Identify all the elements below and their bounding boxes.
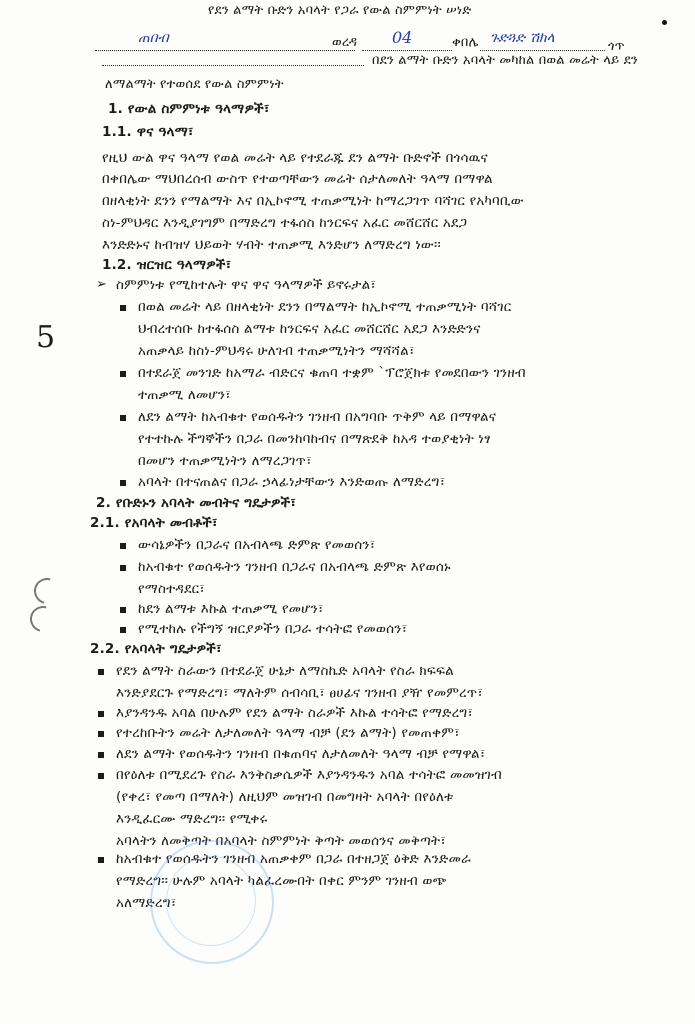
handwritten-name: ጠበብ [138,30,169,46]
list-item-line: አባላትን ለመቅጣት በአባላት ስምምነት ቅጣት መወሰንና መቅጣት፣ [116,833,447,849]
section-1-2-intro: ስምምነቱ የሚከተሉት ዋና ዋና ዓላማዎች ይኖሩታል፣ [116,277,377,293]
list-item-line: እያንዳንዱ አባል በሁሉም የደን ልማት ስራዎች እኩል ተሳትፎ የማድረግ፣ [116,705,474,721]
got-label: ጎጥ [608,39,625,54]
square-bullet-icon [98,669,104,675]
square-bullet-icon [120,480,126,486]
list-item-line: ለደን ልማት ከአብቁተ የወሰዱትን ገንዘብ በአግባቡ ጥቅም ላይ በማዋልና [138,409,497,425]
list-item-line: በተደራጀ መንገድ ከአማራ ብድርና ቁጠባ ተቋም `ፕሮጀክቱ የመደበውን ገንዘብ [138,365,526,381]
list-item-line: ለደን ልማት የወሰዱትን ገንዘብ በቁጠባና ለታለመለት ዓላማ ብቻ የማዋል፣ [116,746,486,762]
list-item-line: አለማድረግ፣ [116,895,177,911]
list-item-line: ከአብቁተ የወሰዱትን ገንዘብ በጋራና በአብላጫ ድምጽ እየወሰኑ [138,559,451,575]
kebele-label: ቀበሌ [452,35,479,50]
square-bullet-icon [98,711,104,717]
square-bullet-icon [120,415,126,421]
list-item-line: የተረከቡትን መሬት ለታለመለት ዓላማ ብቻ (ደን ልማት) የመጠቀም፣ [116,725,460,741]
list-item-line: እንድያደርጉ የማድረግ፣ ማለትም ሰብሳቢ፣ ፀሀፊና ገንዘብ ያዥ የመምረጥ፣ [116,685,484,701]
paragraph-line: በቀበሌው ማህበረሰብ ውስጥ የተወጣቸውን መሬት ሰታለመለት ዓላማ በማዋል [102,171,493,187]
faded-stamp [150,840,274,964]
fill-line-got [102,65,364,66]
list-item-line: የማድረግ፡፡ ሁሉም አባላት ካልፈረሙበት በቀር ምንም ገንዘብ ወጭ [116,873,447,889]
list-item-line: ተጠቃሚ ለመሆን፣ [138,387,231,403]
square-bullet-icon [98,752,104,758]
kebele-value: ጉድጓድ ሽክላ [490,30,555,46]
arrow-bullet-icon: ➢ [96,277,107,292]
square-bullet-icon [120,543,126,549]
square-bullet-icon [98,731,104,737]
list-item-line: ህብረተሰቡ ከተፋሰስ ልማቱ ከንርፍና አፈር መሸርሸር አደጋ እንድድንና [138,321,481,337]
square-bullet-icon [98,773,104,779]
list-item-line: አጠቃላይ ከስነ-ምህዳሩ ሁለገብ ተጠቃሚነትን ማሻሻል፣ [138,343,415,359]
margin-mark: 5 [36,320,56,355]
header-line4: ለማልማት የተወሰደ የውል ስምምነት [105,77,284,92]
paragraph-line: በዘላቂነት ደንን የማልማት እና በኢኮኖሚ ተጠቃሚነት ከማረጋገጥ ባሻገር የአካባቢው [102,193,524,209]
woreda-value: 04 [392,28,413,47]
section-1-2-heading: 1.2. ዝርዝር ዓላማዎች፣ [102,257,232,273]
woreda-label: ወረዳ [332,35,358,50]
list-item-line: የደን ልማት ስራውን በተደራጀ ሁኔታ ለማስኬድ አባላት የስራ ክፍፍል [116,663,454,679]
list-item-line: ከደን ልማቱ እኩል ተጠቃሚ የመሆን፣ [138,601,324,617]
list-item-line: የሚተከሉ የችግኝ ዝርያዎችን በጋራ ተሳትፎ የመወሰን፣ [138,621,408,637]
section-1-1-heading: 1.1. ዋና ዓላማ፣ [102,124,194,140]
paragraph-line: እንድድኑና ከብዝሃ ህይወት ሃብት ተጠቃሚ እንድሆን ለማድረግ ነው፡፡ [102,237,441,253]
section-1-heading: 1. የውል ስምምነቱ ዓላማዎች፣ [108,101,270,117]
header-line3: በደን ልማት ቡድን አባላት መካከል በወል መሬት ላይ ደን [372,53,638,68]
square-bullet-icon [120,607,126,613]
section-2-2-heading: 2.2. የአባላት ግዴታዎች፣ [90,641,222,657]
square-bullet-icon [120,627,126,633]
section-2-heading: 2. የቡድኑን አባላት መብትና ግዴታዎች፣ [96,495,297,511]
list-item-line: የማስተዳደር፣ [138,581,206,597]
punch-hole-mark [29,573,65,609]
list-item-line: እንዲፈርሙ ማድረግ፡፡ የሚቀሩ [116,811,268,827]
list-item-line: አባላት በተናጠልና በጋራ ኃላፊነታቸውን እንድወጡ ለማድረግ፣ [138,474,446,490]
square-bullet-icon [120,371,126,377]
section-2-1-heading: 2.1. የአባላት መብቶች፣ [90,515,218,531]
list-item-line: የተተኩሉ ችግኞችን በጋራ በመንከባከብና በማጽደቅ ከአዳ ተወያቂነት ነፃ [138,431,491,447]
paragraph-line: ስነ-ምህዳር እንዲያገግም በማድረግ ተፋሰስ ከንርፍና አፈር መሸርሸር አደጋ [102,215,468,231]
list-item-line: በመሆን ተጠቃሚነትን ለማረጋገጥ፣ [138,453,312,469]
punch-hole-mark [25,601,61,637]
list-item-line: በየዕለቱ በሚደረጉ የስራ እንቅስቃሴዎች እያንዳንዱን አባል ተሳትፎ መመዝገብ [116,767,502,783]
fill-line-name [95,50,355,51]
square-bullet-icon [98,857,104,863]
ink-dot [662,20,667,25]
list-item-line: (የቀረ፣ የመጣ በማለት) ለዚህም መዝገብ በመግዛት አባላት በየዕለቱ [116,789,454,805]
fill-line-kebele [480,50,605,51]
square-bullet-icon [120,565,126,571]
square-bullet-icon [120,305,126,311]
fill-line-woreda [362,50,452,51]
paragraph-line: የዚህ ውል ዋና ዓላማ የወል መሬት ላይ የተደራጁ ደን ልማት ቡድኖች በጎሳዉና [102,150,488,166]
list-item-line: በወል መሬት ላይ በዘላቂነት ደንን በማልማት ከኢኮኖሚ ተጠቃሚነት ባሻገር [138,299,512,315]
list-item-line: ውሳኔዎችን በጋራና በአብላጫ ድምጽ የመወሰን፣ [138,537,376,553]
document-title: የደን ልማት ቡድን አባላት የጋራ የውል ስምምነት ሠነድ [208,3,472,18]
list-item-line: ከአብቁተ የወሰዱትን ገንዘብ አጠቃቀም በጋራ በተዘጋጀ ዕቅድ እንድመራ [116,851,471,867]
